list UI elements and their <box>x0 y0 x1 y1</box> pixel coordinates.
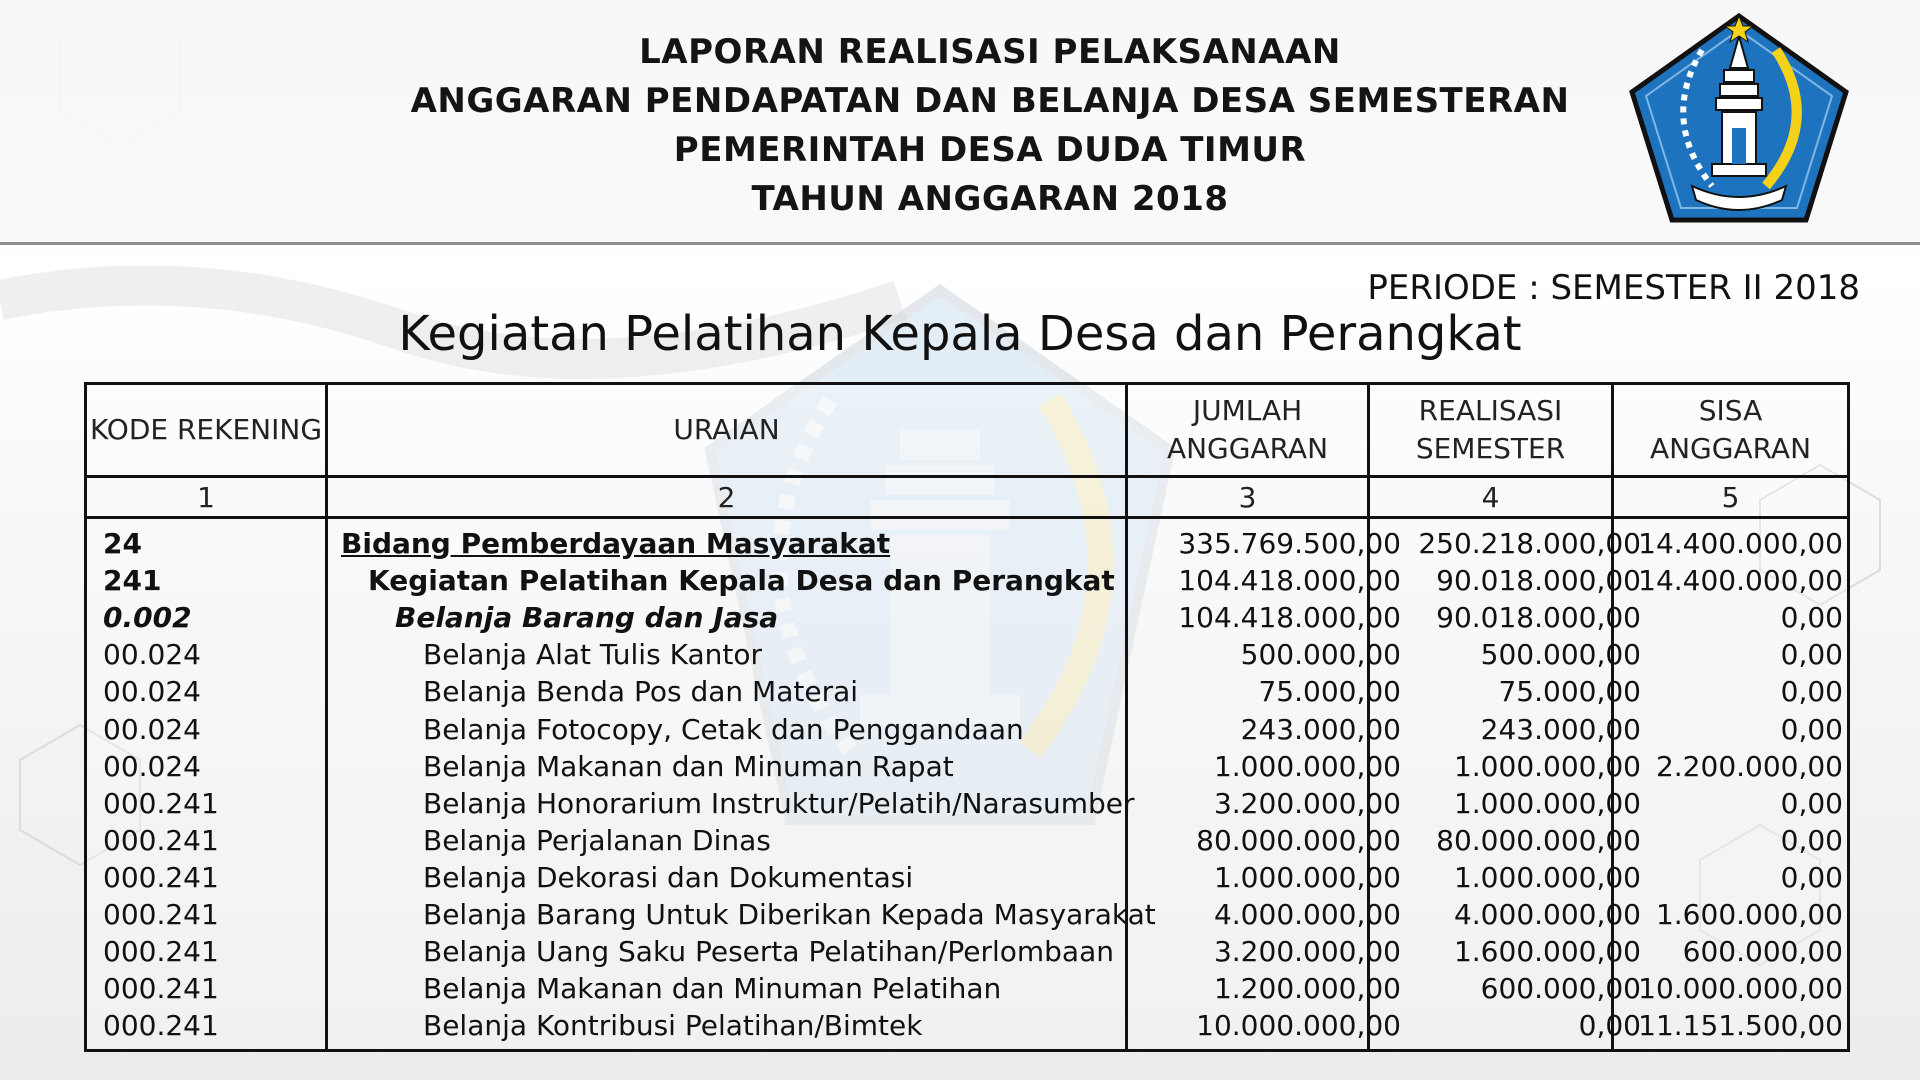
table-row <box>87 636 1847 673</box>
uraian-cell: Belanja Barang Untuk Diberikan Kepada Masyarakat <box>423 898 1156 931</box>
sisa-anggaran-cell: 0,00 <box>1780 860 1843 894</box>
realisasi-semester-cell: 1.600.000,00 <box>1453 935 1641 969</box>
title-line-1: LAPORAN REALISASI PELAKSANAAN <box>639 32 1341 72</box>
sisa-anggaran-cell: 10.000.000,00 <box>1638 972 1843 1006</box>
sisa-anggaran-cell: 0,00 <box>1780 786 1843 820</box>
jumlah-anggaran-cell: 1.000.000,00 <box>1213 860 1401 894</box>
realisasi-semester-cell: 1.000.000,00 <box>1453 786 1641 820</box>
jumlah-anggaran-cell: 3.200.000,00 <box>1213 935 1401 969</box>
uraian-cell: Belanja Fotocopy, Cetak dan Penggandaan <box>423 712 1024 746</box>
jumlah-anggaran-cell: 1.000.000,00 <box>1213 749 1401 783</box>
sisa-anggaran-cell: 0,00 <box>1780 638 1843 672</box>
kode-cell: 000.241 <box>103 786 219 820</box>
jumlah-anggaran-cell: 104.418.000,00 <box>1178 601 1401 635</box>
title-line-3: PEMERINTAH DESA DUDA TIMUR <box>673 130 1307 170</box>
uraian-cell: Belanja Alat Tulis Kantor <box>423 638 762 672</box>
table-row <box>87 933 1847 970</box>
uraian-cell: Belanja Dekorasi dan Dokumentasi <box>423 860 914 894</box>
table-row <box>87 525 1847 562</box>
table-row <box>87 822 1847 859</box>
table-row <box>87 748 1847 785</box>
sisa-anggaran-cell: 600.000,00 <box>1682 935 1843 969</box>
uraian-cell: Belanja Makanan dan Minuman Rapat <box>423 749 954 783</box>
sisa-anggaran-cell: 1.600.000,00 <box>1655 898 1843 931</box>
kode-cell: 24 <box>103 527 142 560</box>
kode-cell: 000.241 <box>103 860 219 894</box>
table-row <box>87 1007 1847 1044</box>
realisasi-semester-cell: 1.000.000,00 <box>1453 860 1641 894</box>
header-realisasi-line-1: REALISASI <box>1418 394 1563 427</box>
realisasi-semester-cell: 4.000.000,00 <box>1453 898 1641 931</box>
jumlah-anggaran-cell: 104.418.000,00 <box>1178 564 1401 598</box>
title-line-2: ANGGARAN PENDAPATAN DAN BELANJA DESA SEMESTERAN <box>410 81 1570 121</box>
header-jumlah-line-1: JUMLAH <box>1192 394 1303 427</box>
kode-cell: 000.241 <box>103 898 219 931</box>
column-number-3: 3 <box>1238 480 1257 514</box>
table-row <box>87 711 1847 748</box>
uraian-cell: Belanja Perjalanan Dinas <box>423 823 771 857</box>
jumlah-anggaran-cell: 80.000.000,00 <box>1196 823 1401 857</box>
sisa-anggaran-cell: 2.200.000,00 <box>1655 749 1843 783</box>
table-row <box>87 859 1847 896</box>
uraian-cell: Belanja Uang Saku Peserta Pelatihan/Perlombaan <box>423 935 1114 969</box>
column-number-2: 2 <box>717 480 736 514</box>
realisasi-semester-cell: 600.000,00 <box>1480 972 1641 1006</box>
table-row <box>87 896 1847 933</box>
column-number-4: 4 <box>1481 480 1500 514</box>
kode-cell: 00.024 <box>103 712 201 746</box>
header-realisasi-semester <box>1370 385 1611 475</box>
sisa-anggaran-cell: 0,00 <box>1780 601 1843 635</box>
regency-logo-icon <box>1626 10 1852 228</box>
realisasi-semester-cell: 250.218.000,00 <box>1418 527 1641 560</box>
kode-cell: 000.241 <box>103 1009 219 1043</box>
realisasi-semester-cell: 0,00 <box>1578 1009 1641 1043</box>
jumlah-anggaran-cell: 1.200.000,00 <box>1213 972 1401 1006</box>
header-sisa-line-1: SISA <box>1698 394 1763 427</box>
header-jumlah-line-2: ANGGARAN <box>1166 432 1329 465</box>
header-sisa-line-2: ANGGARAN <box>1649 432 1812 465</box>
table-row <box>87 673 1847 710</box>
realisasi-semester-cell: 1.000.000,00 <box>1453 749 1641 783</box>
realisasi-semester-cell: 500.000,00 <box>1480 638 1641 672</box>
kode-cell: 000.241 <box>103 935 219 969</box>
sisa-anggaran-cell: 0,00 <box>1780 712 1843 746</box>
sisa-anggaran-cell: 0,00 <box>1780 675 1843 709</box>
table-row <box>87 562 1847 599</box>
kode-cell: 000.241 <box>103 972 219 1006</box>
header-uraian: URAIAN <box>673 413 780 446</box>
sisa-anggaran-cell: 11.151.500,00 <box>1638 1009 1843 1043</box>
jumlah-anggaran-cell: 4.000.000,00 <box>1213 898 1401 931</box>
row-divider <box>87 516 1847 519</box>
kode-cell: 000.241 <box>103 823 219 857</box>
uraian-cell: Belanja Kontribusi Pelatihan/Bimtek <box>423 1009 923 1043</box>
report-header <box>0 0 1920 245</box>
header-sisa-anggaran <box>1614 385 1847 475</box>
kode-cell: 00.024 <box>103 749 201 783</box>
table-row <box>87 785 1847 822</box>
activity-subtitle: Kegiatan Pelatihan Kepala Desa dan Perangkat <box>398 306 1522 362</box>
uraian-cell: Belanja Honorarium Instruktur/Pelatih/Narasumber <box>423 786 1135 820</box>
header-jumlah-anggaran <box>1128 385 1367 475</box>
uraian-cell: Belanja Benda Pos dan Materai <box>423 675 859 709</box>
uraian-cell: Kegiatan Pelatihan Kepala Desa dan Perangkat <box>368 564 1115 598</box>
realisasi-semester-cell: 243.000,00 <box>1480 712 1641 746</box>
jumlah-anggaran-cell: 243.000,00 <box>1240 712 1401 746</box>
column-number-1: 1 <box>197 480 215 514</box>
realisasi-semester-cell: 75.000,00 <box>1498 675 1641 709</box>
realisasi-semester-cell: 90.018.000,00 <box>1436 564 1641 598</box>
uraian-cell: Belanja Makanan dan Minuman Pelatihan <box>423 972 1002 1006</box>
kode-cell: 0.002 <box>103 601 192 635</box>
table-row <box>87 599 1847 636</box>
uraian-cell: Bidang Pemberdayaan Masyarakat <box>341 527 891 560</box>
sisa-anggaran-cell: 14.400.000,00 <box>1638 527 1843 560</box>
report-title <box>330 28 1650 224</box>
column-number-5: 5 <box>1721 480 1740 514</box>
kode-cell: 241 <box>103 564 162 598</box>
title-line-4: TAHUN ANGGARAN 2018 <box>751 179 1229 219</box>
jumlah-anggaran-cell: 500.000,00 <box>1240 638 1401 672</box>
sisa-anggaran-cell: 14.400.000,00 <box>1638 564 1843 598</box>
realisasi-semester-cell: 80.000.000,00 <box>1436 823 1641 857</box>
header-kode-rekening: KODE REKENING <box>89 413 323 446</box>
periode-label: PERIODE : SEMESTER II 2018 <box>1367 268 1860 308</box>
jumlah-anggaran-cell: 75.000,00 <box>1258 675 1401 709</box>
sisa-anggaran-cell: 0,00 <box>1780 823 1843 857</box>
kode-cell: 00.024 <box>103 675 201 709</box>
jumlah-anggaran-cell: 335.769.500,00 <box>1178 527 1401 560</box>
budget-table <box>84 382 1850 1052</box>
realisasi-semester-cell: 90.018.000,00 <box>1436 601 1641 635</box>
uraian-cell: Belanja Barang dan Jasa <box>395 601 779 635</box>
header-realisasi-line-2: SEMESTER <box>1415 432 1566 465</box>
jumlah-anggaran-cell: 3.200.000,00 <box>1213 786 1401 820</box>
jumlah-anggaran-cell: 10.000.000,00 <box>1196 1009 1401 1043</box>
table-row <box>87 970 1847 1007</box>
kode-cell: 00.024 <box>103 638 201 672</box>
